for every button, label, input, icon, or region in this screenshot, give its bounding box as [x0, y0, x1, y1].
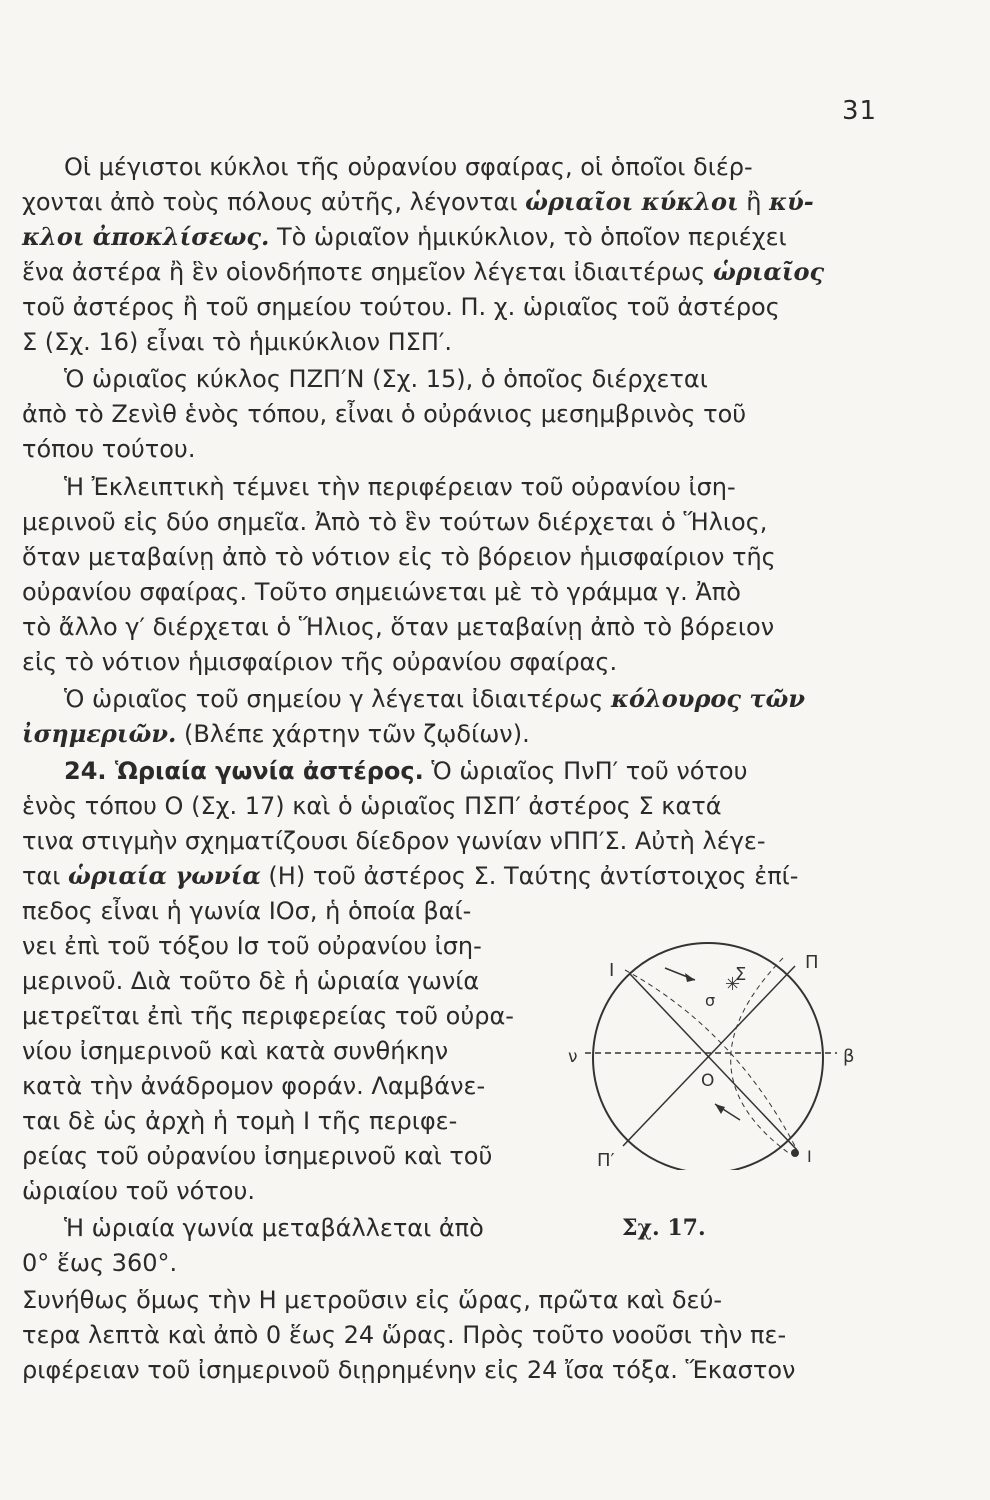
page-number: 31 [842, 96, 878, 126]
text-line [64, 472, 736, 502]
text-line [22, 719, 530, 749]
text-line [22, 1176, 255, 1206]
text-run: ται [22, 862, 69, 890]
text-line [22, 861, 798, 891]
text-run: (Η) τοῦ ἀστέρος Σ. Ταύτης ἀντίστοιχος ἐπί- [260, 862, 799, 890]
emphasized-term: κόλουρος τῶν [610, 684, 806, 713]
star-mark: ✳ [725, 974, 741, 995]
text-run: τόπου τούτου. [22, 435, 196, 463]
text-run: εἰς τὸ νότιον ἡμισφαίριον τῆς οὐρανίου σφαίρας. [22, 648, 618, 676]
text-line [22, 1036, 448, 1066]
text-line [64, 756, 747, 786]
text-line [22, 1001, 514, 1031]
text-run: Ὁ ὡριαῖος ΠνΠ′ τοῦ νότου [423, 757, 748, 785]
text-run: ἀπὸ τὸ Ζενὶθ ἑνὸς τόπου, εἶναι ὁ οὐράνιος μεσημβρινὸς τοῦ [22, 400, 747, 428]
text-line [64, 364, 708, 394]
label-beta: β [843, 1046, 855, 1067]
label-Pi-prime: Π′ [597, 1150, 615, 1170]
text-run: πεδος εἶναι ἡ γωνία ΙΟσ, ἡ ὁποία βαί- [22, 897, 472, 925]
text-run: Ὁ ὡριαῖος κύκλος ΠΖΠ′Ν (Σχ. 15), ὁ ὁποῖος διέρχεται [64, 365, 708, 393]
text-line [64, 1213, 484, 1243]
text-line [22, 647, 617, 677]
text-run: Τὸ ὡριαῖον ἡμικύκλιον, τὸ ὁποῖον περιέχει [269, 223, 787, 251]
text-line [22, 1106, 457, 1136]
text-line [22, 434, 195, 464]
emphasized-term: ὡριαῖοι κύκλοι [525, 187, 739, 216]
text-run: (Βλέπε χάρτην τῶν ζῳδίων). [176, 720, 530, 748]
text-run: τὸ ἄλλο γ′ διέρχεται ὁ Ἥλιος, ὅταν μεταβαίνῃ ἀπὸ τὸ βόρειον [22, 613, 775, 641]
section-heading: 24. [64, 757, 115, 785]
text-run: οὐρανίου σφαίρας. Τοῦτο σημειώνεται μὲ τὸ γράμμα γ. Ἀπὸ [22, 578, 741, 606]
text-line [22, 292, 780, 322]
text-run: ἑνὸς τόπου Ο (Σχ. 17) καὶ ὁ ὡριαῖος ΠΣΠ′ ἀστέρος Σ κατά [22, 792, 722, 820]
text-run: Ἡ Ἐκλειπτικὴ τέμνει τὴν περιφέρειαν τοῦ οὐρανίου ἰση- [64, 473, 736, 501]
text-run: μετρεῖται ἐπὶ τῆς περιφερείας τοῦ οὐρα- [22, 1002, 514, 1030]
figure-17-diagram [565, 940, 865, 1170]
emphasized-term: ὡριαία γωνία [68, 861, 261, 890]
text-run: Συνήθως ὅμως τὴν Η μετροῦσιν εἰς ὥρας, πρῶτα καὶ δεύ- [22, 1286, 723, 1314]
text-run: τερα λεπτὰ καὶ ἀπὸ 0 ἕως 24 ὥρας. Πρὸς τοῦτο νοοῦσι τὴν πε- [22, 1321, 787, 1349]
emphasized-term: ὡριαῖος [713, 257, 825, 286]
text-line [22, 931, 482, 961]
text-line [22, 542, 776, 572]
text-run: κατὰ τὴν ἀνάδρομον φοράν. Λαμβάνε- [22, 1072, 486, 1100]
text-line [64, 684, 805, 714]
label-I-bottom: Ι [807, 1147, 812, 1166]
text-run: νίου ἰσημερινοῦ καὶ κατὰ συνθήκην [22, 1037, 449, 1065]
text-run: νει ἐπὶ τοῦ τόξου Ισ τοῦ οὐρανίου ἰση- [22, 932, 482, 960]
text-run: τοῦ ἀστέρος ἢ τοῦ σημείου τούτου. Π. χ. ὡριαῖος τοῦ ἀστέρος [22, 293, 780, 321]
text-line [64, 152, 753, 182]
text-line [22, 507, 767, 537]
text-run: ἢ [738, 188, 770, 216]
label-nu: ν [568, 1047, 578, 1067]
text-run: ὡριαίου τοῦ νότου. [22, 1177, 255, 1205]
text-run: ρείας τοῦ οὐρανίου ἰσημερινοῦ καὶ τοῦ [22, 1142, 493, 1170]
figure-caption: Σχ. 17. [622, 1215, 706, 1241]
text-line [22, 791, 722, 821]
text-line [22, 187, 814, 217]
text-line [22, 1320, 786, 1350]
text-run: ὅταν μεταβαίνῃ ἀπὸ τὸ νότιον εἰς τὸ βόρειον ἡμισφαίριον τῆς [22, 543, 776, 571]
label-Sigma: Σ [735, 964, 747, 985]
text-run: μερινοῦ εἰς δύο σημεῖα. Ἀπὸ τὸ ἓν τούτων διέρχεται ὁ Ἥλιος, [22, 508, 768, 536]
text-run: χονται ἀπὸ τοὺς πόλους αὐτῆς, λέγονται [22, 188, 526, 216]
section-heading: Ὡριαία γωνία ἀστέρος. [114, 757, 424, 785]
label-I-top: Ι [609, 960, 615, 981]
text-run: 0° ἕως 360°. [22, 1249, 178, 1277]
label-sigma-small: σ [705, 991, 716, 1010]
text-run: ται δὲ ὡς ἀρχὴ ἡ τομὴ Ι τῆς περιφε- [22, 1107, 458, 1135]
text-line [22, 1141, 492, 1171]
emphasized-term: ἰσημεριῶν. [22, 719, 177, 748]
label-Pi: Π [805, 952, 819, 973]
text-line [22, 1285, 722, 1315]
text-run: τινα στιγμὴν σχηματίζουσι δίεδρον γωνίαν νΠΠ′Σ. Αὐτὴ λέγε- [22, 827, 766, 855]
text-line [22, 577, 741, 607]
text-line [22, 966, 479, 996]
text-line [22, 1248, 177, 1278]
emphasized-term: κύ- [769, 187, 814, 216]
text-line [22, 327, 452, 357]
emphasized-term: κλοι ἀποκλίσεως. [22, 222, 270, 251]
text-run: ριφέρειαν τοῦ ἰσημερινοῦ διῃρημένην εἰς 24 ἴσα τόξα. Ἕκαστον [22, 1356, 796, 1384]
text-line [22, 896, 471, 926]
text-line [22, 826, 766, 856]
arrowhead-top [685, 973, 695, 982]
text-run: ἕνα ἀστέρα ἢ ἓν οἱονδήποτε σημεῖον λέγεται ἰδιαιτέρως [22, 258, 713, 286]
text-run: Σ (Σχ. 16) εἶναι τὸ ἡμικύκλιον ΠΣΠ′. [22, 328, 452, 356]
label-O: Ο [701, 1071, 715, 1091]
text-line [22, 1355, 795, 1385]
text-run: Οἱ μέγιστοι κύκλοι τῆς οὐρανίου σφαίρας, οἱ ὁποῖοι διέρ- [64, 153, 753, 181]
text-run: μερινοῦ. Διὰ τοῦτο δὲ ἡ ὡριαία γωνία [22, 967, 480, 995]
text-run: Ἡ ὡριαία γωνία μεταβάλλεται ἀπὸ [64, 1214, 484, 1242]
text-line [22, 222, 787, 252]
point-I-bottom [791, 1149, 799, 1157]
arrowhead-bottom [715, 1104, 725, 1114]
text-line [22, 1071, 485, 1101]
text-line [22, 612, 774, 642]
text-line [22, 399, 746, 429]
text-line [22, 257, 824, 287]
text-run: Ὁ ὡριαῖος τοῦ σημείου γ λέγεται ἰδιαιτέρως [64, 685, 611, 713]
